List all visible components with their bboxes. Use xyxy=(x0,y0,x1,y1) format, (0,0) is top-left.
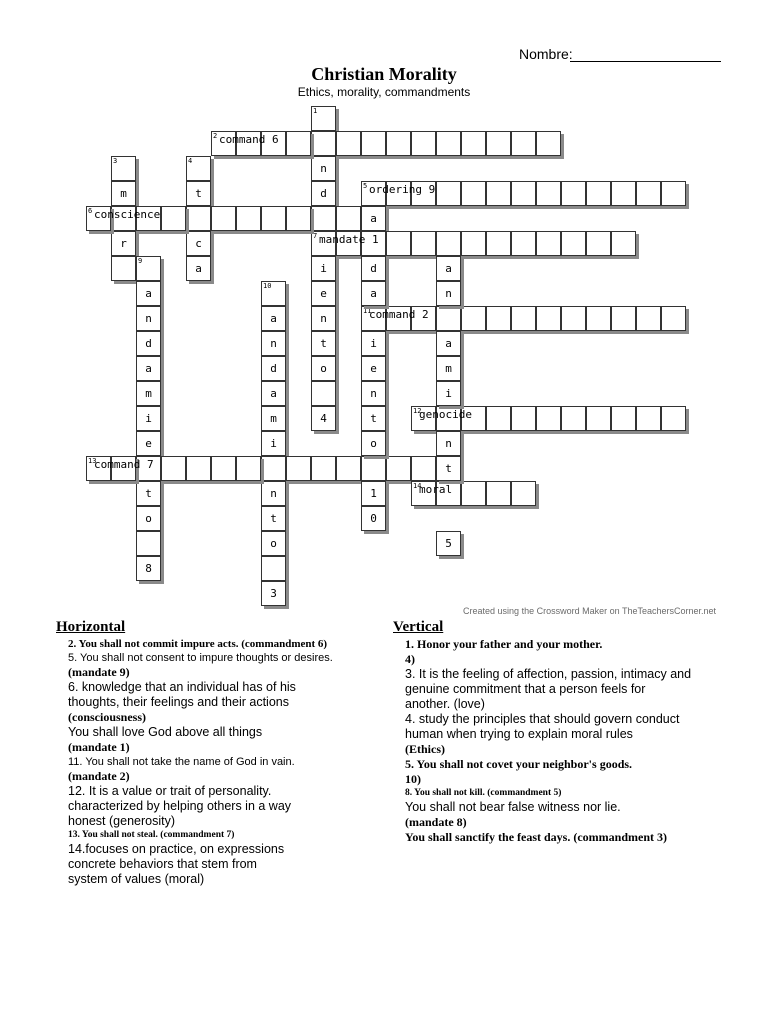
crossword-cell[interactable] xyxy=(586,306,611,331)
cell-letter: e xyxy=(370,362,377,375)
crossword-cell[interactable] xyxy=(386,131,411,156)
crossword-cell[interactable] xyxy=(136,356,161,381)
crossword-cell[interactable] xyxy=(436,306,461,331)
cell-letter: r xyxy=(120,237,127,250)
clue-number: 1 xyxy=(313,107,318,115)
cell-letter: n xyxy=(270,487,277,500)
cell-letter: d xyxy=(270,362,277,375)
cell-letter: m xyxy=(445,362,452,375)
crossword-cell[interactable] xyxy=(486,181,511,206)
crossword-cell[interactable] xyxy=(661,181,686,206)
crossword-cell[interactable] xyxy=(611,306,636,331)
crossword-cell[interactable] xyxy=(611,231,636,256)
crossword-cell[interactable] xyxy=(511,131,536,156)
crossword-cell[interactable] xyxy=(361,406,386,431)
crossword-cell[interactable] xyxy=(111,181,136,206)
clue-text: 5. You shall not covet your neighbor's goods. xyxy=(405,757,633,771)
cell-letter: i xyxy=(445,387,452,400)
crossword-cell[interactable] xyxy=(436,331,461,356)
cell-letter: o xyxy=(145,512,152,525)
cell-letter: t xyxy=(370,412,377,425)
crossword-cell[interactable] xyxy=(386,231,411,256)
clue-number: 12 xyxy=(413,407,422,415)
clue-text: (mandate 9) xyxy=(68,665,130,679)
crossword-cell[interactable] xyxy=(511,181,536,206)
typed-answer: moral xyxy=(419,483,453,496)
crossword-cell[interactable] xyxy=(661,306,686,331)
crossword-cell[interactable] xyxy=(636,406,661,431)
cell-letter: a xyxy=(270,312,277,325)
clue-number: 11 xyxy=(363,307,372,315)
crossword-cell[interactable] xyxy=(136,281,161,306)
page-title: Christian Morality xyxy=(311,64,457,84)
crossword-cell[interactable] xyxy=(186,456,211,481)
cell-letter: a xyxy=(370,287,377,300)
crossword-cell[interactable] xyxy=(561,181,586,206)
typed-answer: command 2 xyxy=(369,308,429,321)
crossword-cell[interactable] xyxy=(411,131,436,156)
crossword-cell[interactable] xyxy=(436,456,461,481)
clue-number: 6 xyxy=(88,207,93,215)
crossword-cell[interactable] xyxy=(436,531,461,556)
clue-text: 8. You shall not kill. (commandment 5) xyxy=(405,788,562,798)
cell-letter: d xyxy=(370,262,377,275)
crossword-cell[interactable] xyxy=(436,131,461,156)
crossword-cell[interactable] xyxy=(311,181,336,206)
crossword-cell[interactable] xyxy=(536,181,561,206)
crossword-cell[interactable] xyxy=(361,206,386,231)
cell-letter: n xyxy=(270,337,277,350)
crossword-cell[interactable] xyxy=(311,281,336,306)
cell-letter: e xyxy=(145,437,152,450)
cell-letter: a xyxy=(145,362,152,375)
clue-text: You shall not bear false witness nor lie. xyxy=(405,800,621,814)
crossword-cell[interactable] xyxy=(261,331,286,356)
crossword-cell[interactable] xyxy=(261,356,286,381)
crossword-cell[interactable] xyxy=(311,331,336,356)
name-label: Nombre: xyxy=(519,46,573,62)
clue-text: 3. It is the feeling of affection, passion, intimacy and genuine commitment that a person feels for another. (love) xyxy=(405,667,692,711)
clue-text: 12. It is a value or trait of personality. characterized by helping others in a way honest (generosity) xyxy=(68,784,292,828)
crossword-cell[interactable] xyxy=(111,231,136,256)
crossword-cell[interactable] xyxy=(586,406,611,431)
crossword-cell[interactable] xyxy=(261,431,286,456)
crossword-cell[interactable] xyxy=(311,456,336,481)
crossword-cell[interactable] xyxy=(161,206,186,231)
crossword-cell[interactable] xyxy=(186,156,211,181)
crossword-cell[interactable] xyxy=(261,406,286,431)
crossword-cell[interactable] xyxy=(336,456,361,481)
crossword-cell[interactable] xyxy=(436,181,461,206)
crossword-cell[interactable] xyxy=(136,431,161,456)
typed-answer: command 7 xyxy=(94,458,154,471)
clue-text: You shall sanctify the feast days. (commandment 3) xyxy=(405,830,667,844)
crossword-cell[interactable] xyxy=(536,231,561,256)
crossword-cell[interactable] xyxy=(511,481,536,506)
crossword-cell[interactable] xyxy=(136,531,161,556)
crossword-cell[interactable] xyxy=(136,256,161,281)
crossword-cell[interactable] xyxy=(311,206,336,231)
crossword-cell[interactable] xyxy=(186,206,211,231)
clue-number: 14 xyxy=(413,482,422,490)
crossword-cell[interactable] xyxy=(486,306,511,331)
crossword-cell[interactable] xyxy=(211,206,236,231)
crossword-cell[interactable] xyxy=(561,231,586,256)
clue-text: 6. knowledge that an individual has of his thoughts, their feelings and their actions xyxy=(68,680,296,709)
crossword-cell[interactable] xyxy=(436,231,461,256)
cell-letter: m xyxy=(145,387,152,400)
crossword-cell[interactable] xyxy=(261,456,286,481)
credit-line: Created using the Crossword Maker on TheTeachersCorner.net xyxy=(463,606,716,616)
clue-text: 4. study the principles that should govern conduct human when trying to explain moral rules xyxy=(405,712,680,741)
crossword-cell[interactable] xyxy=(486,131,511,156)
crossword-cell[interactable] xyxy=(311,306,336,331)
crossword-cell[interactable] xyxy=(136,381,161,406)
vertical-heading: Vertical xyxy=(393,619,444,635)
crossword-cell[interactable] xyxy=(636,181,661,206)
clue-text: (mandate 1) xyxy=(68,740,130,754)
clue-number: 13 xyxy=(88,457,97,465)
cell-letter: 0 xyxy=(370,512,377,525)
cell-letter: t xyxy=(145,487,152,500)
crossword-cell[interactable] xyxy=(361,456,386,481)
crossword-cell[interactable] xyxy=(411,456,436,481)
crossword-cell[interactable] xyxy=(536,131,561,156)
crossword-cell[interactable] xyxy=(486,231,511,256)
crossword-cell[interactable] xyxy=(461,231,486,256)
crossword-cell[interactable] xyxy=(336,206,361,231)
crossword-cell[interactable] xyxy=(361,506,386,531)
crossword-cell[interactable] xyxy=(361,381,386,406)
cell-letter: 5 xyxy=(445,537,452,550)
crossword-cell[interactable] xyxy=(511,406,536,431)
cell-letter: a xyxy=(445,337,452,350)
crossword-cell[interactable] xyxy=(261,481,286,506)
crossword-cell[interactable] xyxy=(261,531,286,556)
cell-letter: n xyxy=(370,387,377,400)
cell-letter: i xyxy=(370,337,377,350)
typed-answer: mandate 1 xyxy=(319,233,379,246)
clue-text: (Ethics) xyxy=(405,742,445,756)
crossword-cell[interactable] xyxy=(311,256,336,281)
clue-text: 14.focuses on practice, on expressions concrete behaviors that stem from system of values (moral) xyxy=(68,842,285,886)
cell-letter: o xyxy=(370,437,377,450)
crossword-cell[interactable] xyxy=(361,281,386,306)
clue-text: 5. You shall not consent to impure thoughts or desires. xyxy=(68,652,333,664)
clue-number: 7 xyxy=(313,232,318,240)
clue-text: 10) xyxy=(405,772,421,786)
crossword-cell[interactable] xyxy=(186,256,211,281)
crossword-cell[interactable] xyxy=(286,131,311,156)
crossword-cell[interactable] xyxy=(611,406,636,431)
crossword-cell[interactable] xyxy=(311,356,336,381)
crossword-cell[interactable] xyxy=(136,506,161,531)
cell-letter: n xyxy=(145,312,152,325)
crossword-cell[interactable] xyxy=(236,456,261,481)
crossword-cell[interactable] xyxy=(336,131,361,156)
crossword-cell[interactable] xyxy=(361,356,386,381)
clue-text: 11. You shall not take the name of God in vain. xyxy=(68,756,295,768)
cell-letter: n xyxy=(320,312,327,325)
crossword-cell[interactable] xyxy=(436,356,461,381)
cell-letter: m xyxy=(270,412,277,425)
crossword-cell[interactable] xyxy=(111,256,136,281)
crossword-cell[interactable] xyxy=(311,156,336,181)
crossword-cell[interactable] xyxy=(561,306,586,331)
typed-answer: ordering 9 xyxy=(369,183,436,196)
crossword-cell[interactable] xyxy=(286,206,311,231)
vertical-clues xyxy=(393,617,713,845)
crossword-cell[interactable] xyxy=(261,381,286,406)
cell-letter: e xyxy=(320,287,327,300)
crossword-cell[interactable] xyxy=(286,456,311,481)
cell-letter: 3 xyxy=(270,587,277,600)
crossword-cell[interactable] xyxy=(636,306,661,331)
crossword-cell[interactable] xyxy=(261,556,286,581)
clue-text: (consciousness) xyxy=(68,710,147,724)
crossword-cell[interactable] xyxy=(486,406,511,431)
clue-number: 5 xyxy=(363,182,368,190)
crossword-cell[interactable] xyxy=(161,456,186,481)
crossword-cell[interactable] xyxy=(361,431,386,456)
crossword-cell[interactable] xyxy=(411,231,436,256)
clue-number: 3 xyxy=(113,157,118,165)
crossword-cell[interactable] xyxy=(261,506,286,531)
cell-letter: a xyxy=(145,287,152,300)
cell-letter: o xyxy=(320,362,327,375)
typed-answer: genocide xyxy=(419,408,472,421)
crossword-cell[interactable] xyxy=(536,306,561,331)
cell-letter: m xyxy=(120,187,127,200)
crossword-cell[interactable] xyxy=(511,306,536,331)
cell-letter: n xyxy=(445,287,452,300)
clue-text: 4) xyxy=(405,652,415,666)
cell-letter: 4 xyxy=(320,412,327,425)
crossword-cell[interactable] xyxy=(561,406,586,431)
clue-text: 13. You shall not steal. (commandment 7) xyxy=(68,830,235,840)
crossword-cell[interactable] xyxy=(136,306,161,331)
crossword-cell[interactable] xyxy=(436,281,461,306)
cell-letter: t xyxy=(445,462,452,475)
crossword-cell[interactable] xyxy=(136,481,161,506)
crossword-cell[interactable] xyxy=(436,431,461,456)
crossword-cell[interactable] xyxy=(136,331,161,356)
cell-letter: d xyxy=(145,337,152,350)
crossword-cell[interactable] xyxy=(261,581,286,606)
cell-letter: a xyxy=(270,387,277,400)
crossword-cell[interactable] xyxy=(461,181,486,206)
clue-number: 2 xyxy=(213,132,218,140)
clue-number: 10 xyxy=(263,282,272,290)
crossword-cell[interactable] xyxy=(311,381,336,406)
crossword-cell[interactable] xyxy=(461,131,486,156)
crossword-cell[interactable] xyxy=(236,206,261,231)
cell-letter: a xyxy=(195,262,202,275)
clue-number: 4 xyxy=(188,157,193,165)
crossword-cell[interactable] xyxy=(311,106,336,131)
cell-letter: o xyxy=(270,537,277,550)
cell-letter: t xyxy=(195,187,202,200)
crossword-cell[interactable] xyxy=(461,481,486,506)
crossword-cell[interactable] xyxy=(136,406,161,431)
cell-letter: t xyxy=(270,512,277,525)
crossword-cell[interactable] xyxy=(511,231,536,256)
crossword-cell[interactable] xyxy=(611,181,636,206)
crossword-cell[interactable] xyxy=(186,181,211,206)
crossword-cell[interactable] xyxy=(361,331,386,356)
crossword-cell[interactable] xyxy=(186,231,211,256)
horizontal-clues xyxy=(56,617,366,887)
crossword-cell[interactable] xyxy=(386,456,411,481)
crossword-cell[interactable] xyxy=(211,456,236,481)
crossword-cell[interactable] xyxy=(586,181,611,206)
cell-letter: a xyxy=(445,262,452,275)
clue-text: 2. You shall not commit impure acts. (commandment 6) xyxy=(68,638,328,650)
cell-letter: i xyxy=(270,437,277,450)
cell-letter: d xyxy=(320,187,327,200)
crossword-cell[interactable] xyxy=(586,231,611,256)
cell-letter: n xyxy=(445,437,452,450)
crossword-cell[interactable] xyxy=(111,156,136,181)
cell-letter: 8 xyxy=(145,562,152,575)
crossword-cell[interactable] xyxy=(436,256,461,281)
crossword-cell[interactable] xyxy=(436,381,461,406)
clue-text: (mandate 8) xyxy=(405,815,467,829)
horizontal-heading: Horizontal xyxy=(56,619,126,635)
crossword-cell[interactable] xyxy=(361,481,386,506)
cell-letter: t xyxy=(320,337,327,350)
crossword-cell[interactable] xyxy=(461,306,486,331)
crossword-cell[interactable] xyxy=(536,406,561,431)
cell-letter: 1 xyxy=(370,487,377,500)
crossword-cell[interactable] xyxy=(311,131,336,156)
crossword-cell[interactable] xyxy=(261,206,286,231)
crossword-cell[interactable] xyxy=(136,556,161,581)
clue-number: 9 xyxy=(138,257,143,265)
cell-letter: i xyxy=(320,262,327,275)
crossword-cell[interactable] xyxy=(261,281,286,306)
page-subtitle: Ethics, morality, commandments xyxy=(297,85,471,99)
crossword-cell[interactable] xyxy=(486,481,511,506)
cell-letter: i xyxy=(145,412,152,425)
cell-letter: a xyxy=(370,212,377,225)
crossword-cell[interactable] xyxy=(311,406,336,431)
typed-answer: conscience xyxy=(94,208,161,221)
clue-text: (mandate 2) xyxy=(68,769,130,783)
clue-text: You shall love God above all things xyxy=(68,725,263,739)
cell-letter: c xyxy=(195,237,202,250)
crossword-cell[interactable] xyxy=(661,406,686,431)
crossword-cell[interactable] xyxy=(361,256,386,281)
crossword-cell[interactable] xyxy=(261,306,286,331)
clue-text: 1. Honor your father and your mother. xyxy=(405,637,603,651)
cell-letter: n xyxy=(320,162,327,175)
crossword-cell[interactable] xyxy=(361,131,386,156)
typed-answer: command 6 xyxy=(219,133,279,146)
